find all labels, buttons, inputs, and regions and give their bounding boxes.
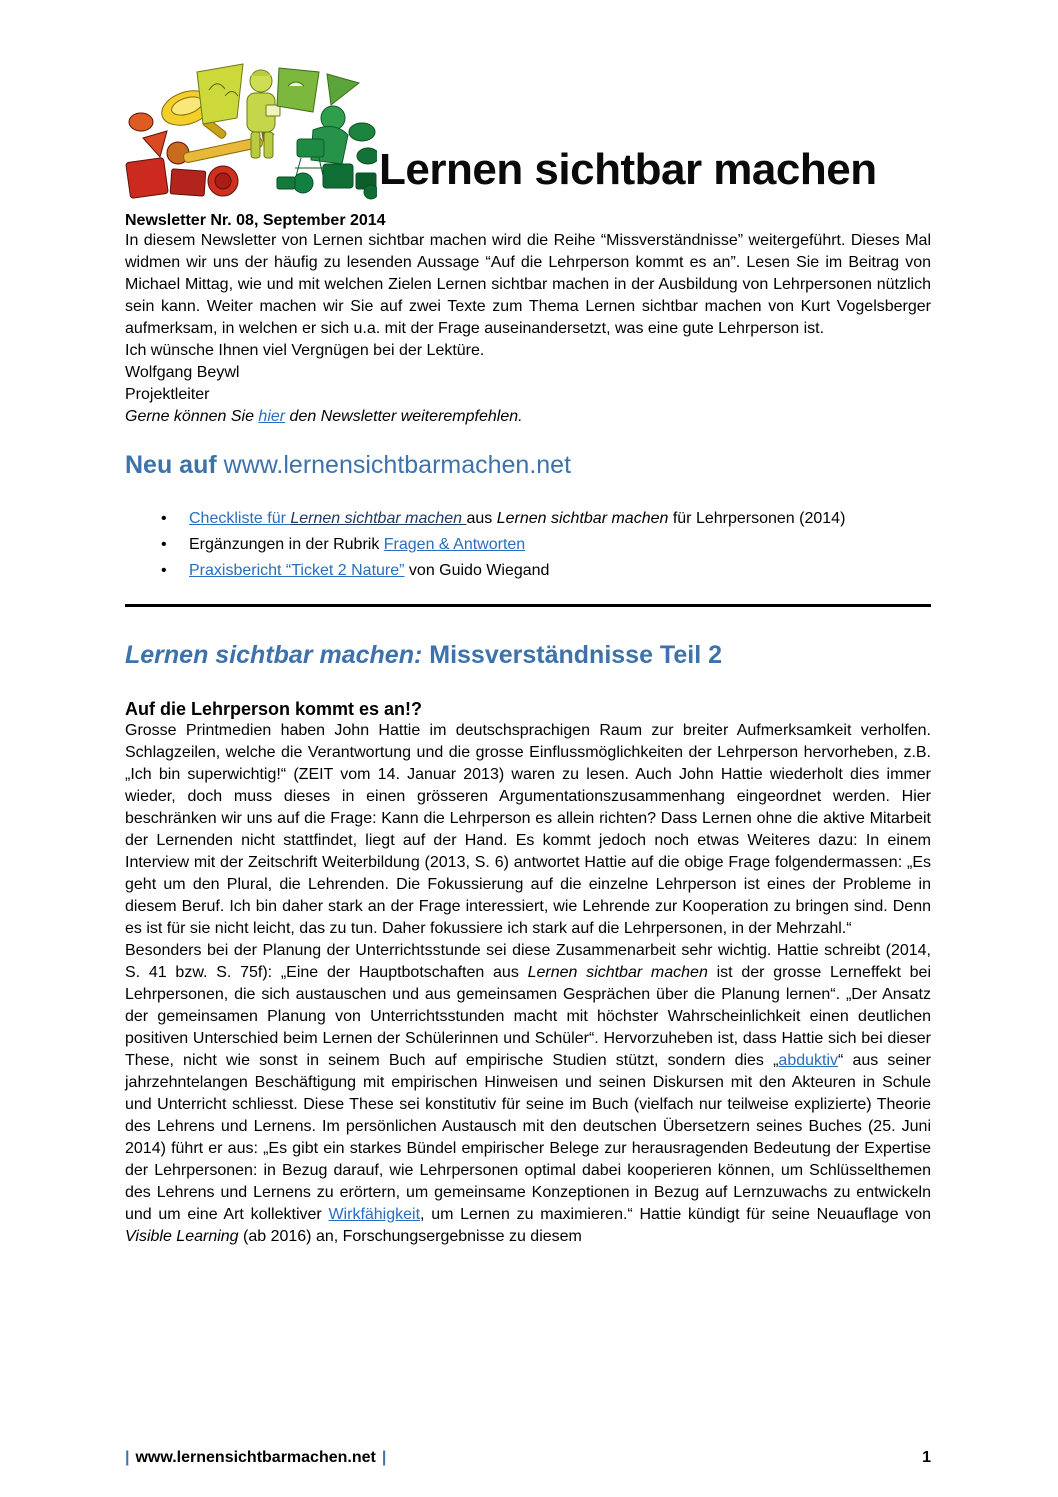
text-segment: Lernen sichtbar machen	[496, 510, 669, 527]
list-item	[189, 506, 931, 532]
inline-link[interactable]: Wirkfähigkeit	[328, 1206, 421, 1223]
signature-role: Projektleiter	[125, 386, 210, 403]
article-heading	[125, 640, 931, 670]
article-subheading: Auf die Lehrperson kommt es an!?	[125, 699, 423, 719]
heading-url-part: www.lernensichtbarmachen.net	[216, 451, 572, 479]
text-segment: Visible Learning	[125, 1228, 239, 1245]
list-item	[189, 558, 931, 584]
heading-rest-part: Missverständnisse Teil 2	[422, 641, 722, 669]
text-segment: Gerne können Sie	[125, 408, 259, 425]
heading-bold-part: Neu auf	[125, 451, 217, 479]
logo-illustration	[125, 60, 377, 202]
page-number: 1	[922, 1449, 931, 1466]
text-segment: , um Lernen zu maximieren.“ Hattie kündigt für seine Neuauflage von	[420, 1206, 931, 1223]
recommend-line	[125, 406, 931, 428]
issue-label: Newsletter Nr. 08, September 2014	[125, 212, 386, 229]
new-items-list	[125, 506, 931, 584]
section-divider	[125, 604, 931, 607]
article-paragraph-2	[125, 940, 931, 1248]
text-segment: den Newsletter weiterempfehlen.	[285, 408, 523, 425]
text-segment: Ergänzungen in der Rubrik	[189, 536, 384, 553]
header	[125, 60, 931, 202]
footer-site-link[interactable]: www.lernensichtbarmachen.net	[135, 1449, 376, 1466]
inline-link[interactable]: Checkliste für	[189, 510, 291, 527]
inline-link[interactable]: abduktiv	[778, 1052, 839, 1069]
text-segment: für Lehrpersonen (2014)	[668, 510, 846, 527]
article-paragraph-1	[125, 720, 931, 940]
text-segment: ist der grosse Lerneffekt bei Lehrpersonen, die sich austauschen und aus gemeinsamen Gesprächen über die Planung lernen“. „Der Ansatz der gemeinsamen Planung von Unterrichtsstunden macht mit höchster Wahrscheinlichkeit einen deutlichen positiven Unterschied beim Lernen der Schülerinnen und Schüler“. Hervorzuheben ist, dass Hattie sich bei dieser These, nicht wie sonst in seinem Buch auf empirische Studien stützt, sondern dies „	[125, 964, 932, 1069]
inline-link[interactable]: Praxisbericht “Ticket 2 Nature”	[189, 562, 405, 579]
heading-italic-part: Lernen sichtbar machen:	[125, 641, 423, 669]
signature-name: Wolfgang Beywl	[125, 364, 240, 381]
text-segment: (ab 2016) an, Forschungsergebnisse zu diesem	[238, 1228, 582, 1245]
signature-block	[125, 362, 931, 406]
text-segment: aus	[466, 510, 497, 527]
footer-site	[125, 1448, 386, 1468]
inline-link[interactable]: hier	[258, 408, 286, 425]
greeting-line: Ich wünsche Ihnen viel Vergnügen bei der Lektüre.	[125, 342, 485, 359]
inline-link[interactable]: Lernen sichtbar machen	[290, 510, 467, 527]
inline-link[interactable]: Fragen & Antworten	[383, 536, 526, 553]
text-segment: von Guido Wiegand	[404, 562, 550, 579]
page-footer	[125, 1448, 931, 1468]
text-segment: Lernen sichtbar machen	[527, 964, 708, 981]
footer-separator: |	[125, 1449, 130, 1466]
text-segment: Grosse Printmedien haben John Hattie im deutschsprachigen Raum zur breiter Aufmerksamkeit verholfen. Schlagzeilen, welche die Verantwortung und die grosse Einflussmöglichkeiten der Lehrperson hervorheben, z.B. „Ich bin superwichtig!“ (ZEIT vom 14. Januar 2013) waren zu lesen. Auch John Hattie wiederholt dies immer wieder, doch muss dieses in einen grösseren Argumentationszusammenhang eingeordnet werden. Hier beschränken wir uns auf die Frage: Kann die Lehrperson es allein richten? Dass Lernen ohne die aktive Mitarbeit der Lernenden nicht stattfindet, liegt auf der Hand. Es kommt jedoch noch etwas Weiteres dazu: In einem Interview mit der Zeitschrift Weiterbildung (2013, S. 6) antwortet Hattie auf die obige Frage folgendermassen: „Es geht um den Plural, die Lehrenden. Die Fokussierung auf die einzelne Lehrperson ist eines der Probleme in diesem Beruf. Ich bin daher stark an der Frage interessiert, wie Lehrende zur Kooperation zu bringen sind. Denn es ist für sie nicht leicht, das zu tun. Daher fokussiere ich stark auf die Lehrpersonen, in der Mehrzahl.“	[125, 722, 931, 937]
text-segment: “ aus seiner jahrzehntelangen Beschäftigung mit empirischen Hinweisen und seinen Diskursen mit den Akteuren in Schule und Unterricht schliesst. Diese These sei konstitutiv für seine im Buch (vielfach nur teilweise explizierte) Theorie des Lehrens und Lernens. Im persönlichen Austausch mit den deutschen Übersetzern seines Buches (25. Juni 2014) führt er aus: „Es gibt ein starkes Bündel empirischer Belege zur herausragenden Bedeutung der Expertise der Lehrpersonen: in Bezug darauf, wie Lehrpersonen optimal dabei kooperieren können, um Schlüsselthemen des Lehrens und Lernens zu erörtern, um gemeinsame Konzeptionen in Bezug auf Lernzuwachs zu entwickeln und um eine Art kollektiver	[125, 1052, 932, 1223]
intro-paragraph: In diesem Newsletter von Lernen sichtbar machen wird die Reihe “Missverständnisse” weitergeführt. Dieses Mal widmen wir uns der häufig zu lesenden Aussage “Auf die Lehrperson kommt es an”. Lesen Sie im Beitrag von Michael Mittag, wie und mit welchen Zielen Lernen sichtbar machen in der Ausbildung von Lehrpersonen nützlich sein kann. Weiter machen wir Sie auf zwei Texte zum Thema Lernen sichtbar machen von Kurt Vogelsberger aufmerksam, in welchen er sich u.a. mit der Frage auseinandersetzt, was eine gute Lehrperson ist.	[125, 232, 931, 337]
footer-separator: |	[381, 1449, 387, 1466]
logo-title: Lernen sichtbar machen	[379, 145, 877, 194]
text-segment: Besonders bei der Planung der Unterrichtsstunde sei diese Zusammenarbeit sehr wichtig. Hattie schreibt (2014, S. 41 bzw. S. 75f): „Eine der Hauptbotschaften aus	[125, 942, 931, 981]
section-heading-new	[125, 450, 931, 480]
list-item	[189, 532, 931, 558]
